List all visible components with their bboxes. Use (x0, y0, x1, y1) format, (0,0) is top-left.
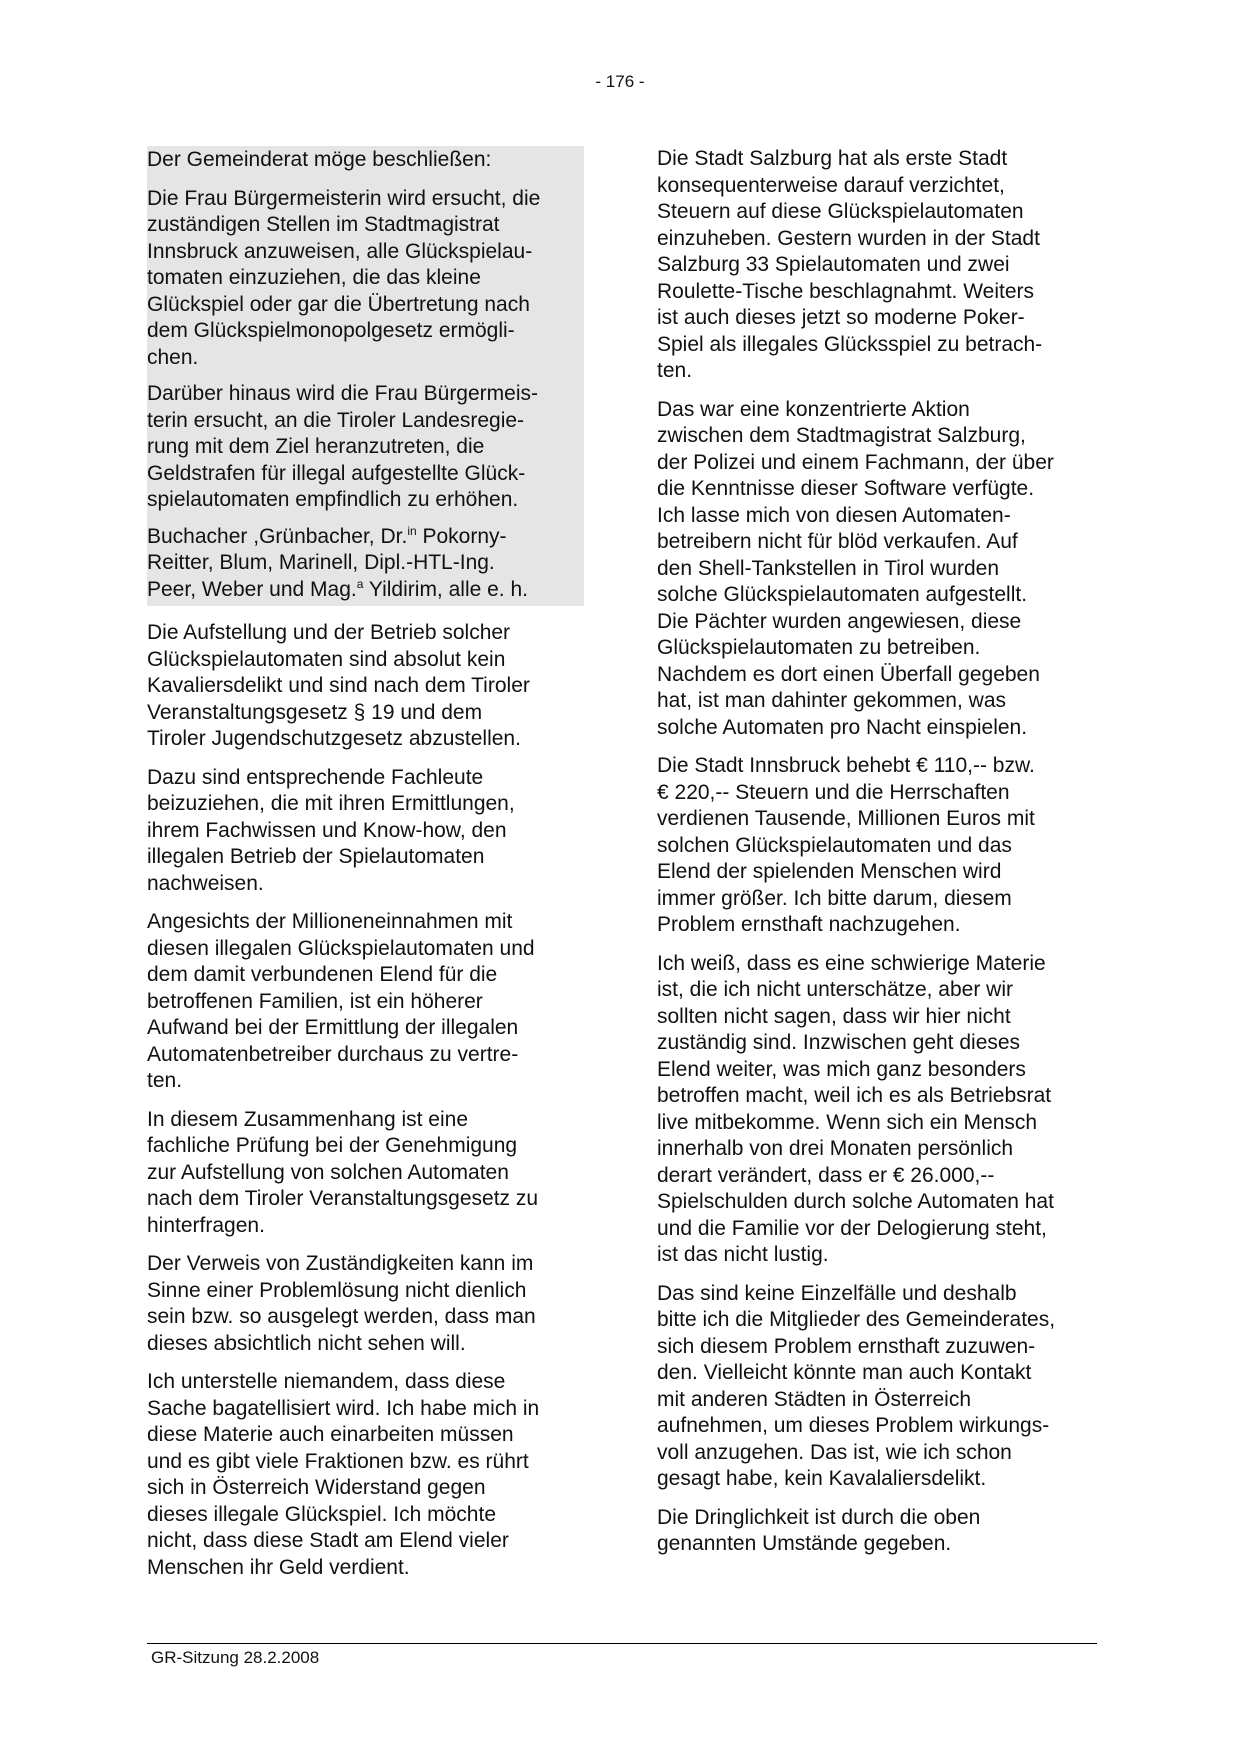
footer-divider (147, 1643, 1097, 1644)
right-paragraph-6: Die Dringlichkeit ist durch die oben genannten Umstände gegeben. (657, 1505, 981, 1555)
right-column (657, 146, 1097, 1570)
motion-box (147, 146, 584, 606)
right-paragraph-5: Das sind keine Einzelfälle und deshalb bitte ich die Mitglieder des Gemeinderates, sich diesem Problem ernsthaft zuzuwen- den. Vielleicht könnte man auch Kontakt mit anderen Städten in Österreich aufnehmen, um dieses Problem wirkungs- voll anzugehen. Das ist, wie ich schon gesagt habe, kein Kavalaliersdelikt. (657, 1281, 1056, 1490)
signers-sup-1: in (407, 523, 417, 538)
left-paragraph-1: Die Aufstellung und der Betrieb solcher Glückspielautomaten sind absolut kein Kavaliersdelikt und sind nach dem Tiroler Veranstaltungsgesetz § 19 und dem Tiroler Jugendschutzgesetz abzustellen. (147, 621, 530, 750)
motion-request-2: Darüber hinaus wird die Frau Bürgermeis- terin ersucht, an die Tiroler Landesregie- rung mit dem Ziel heranzutreten, die Geldstrafen für illegal aufgestellte Glück- spielautomaten empfindlich zu erhöhen. (147, 382, 538, 511)
right-paragraph-1: Die Stadt Salzburg hat als erste Stadt konsequenterweise darauf verzichtet, Steuern auf diese Glückspielautomaten einzuheben. Gestern wurden in der Stadt Salzburg 33 Spielautomaten und zwei Roulette-Tische beschlagnahmt. Weiters ist auch dieses jetzt so moderne Poker- Spiel als illegales Glücksspiel zu betrach- ten. (657, 147, 1043, 382)
left-paragraph-5: Der Verweis von Zuständigkeiten kann im Sinne einer Problemlösung nicht dienlich sein bzw. so ausgelegt werden, dass man dieses absichtlich nicht sehen will. (147, 1252, 536, 1355)
motion-request-1: Die Frau Bürgermeisterin wird ersucht, die zuständigen Stellen im Stadtmagistrat Innsbruck anzuweisen, alle Glückspielau- tomaten einzuziehen, die das kleine Glückspiel oder gar die Übertretung nach dem Glückspielmonopolgesetz ermögli- chen. (147, 186, 541, 369)
left-column (147, 146, 584, 1593)
right-paragraph-3: Die Stadt Innsbruck behebt € 110,-- bzw. € 220,-- Steuern und die Herrschaften verdienen Tausende, Millionen Euros mit solchen Glückspielautomaten und das Elend der spielenden Menschen wird immer größer. Ich bitte darum, diesem Problem ernsthaft nachzugehen. (657, 754, 1035, 936)
right-paragraph-4: Ich weiß, dass es eine schwierige Materie ist, die ich nicht unterschätze, aber wir sollten nicht sagen, dass wir hier nicht zuständig sind. Inzwischen geht dieses Elend weiter, was mich ganz besonders betroffen macht, weil ich es als Betriebsrat live mitbekomme. Wenn sich ein Mensch innerhalb von drei Monaten persönlich derart verändert, dass er € 26.000,-- Spielschulden durch solche Automaten hat und die Familie vor der Delogierung steht, ist das nicht lustig. (657, 951, 1054, 1266)
motion-intro: Der Gemeinderat möge beschließen: (147, 148, 492, 171)
signers-text-2: Pokorny- Reitter, Blum, Marinell, Dipl.-HTL-Ing. Peer, Weber und Mag. (147, 524, 507, 601)
page-number: - 176 - (595, 72, 645, 91)
right-paragraph-2: Das war eine konzentrierte Aktion zwischen dem Stadtmagistrat Salzburg, der Polizei und einem Fachmann, der über die Kenntnisse dieser Software verfügte. Ich lasse mich von diesen Automaten- betreibern nicht für blöd verkaufen. Auf den Shell-Tankstellen in Tirol wurden solche Glückspielautomaten aufgestellt. Die Pächter wurden angewiesen, diese Glückspielautomaten zu betreiben. Nachdem es dort einen Überfall gegeben hat, ist man dahinter gekommen, was solche Automaten pro Nacht einspielen. (657, 397, 1054, 739)
left-paragraph-3: Angesichts der Millioneneinnahmen mit diesen illegalen Glückspielautomaten und dem damit verbundenen Elend für die betroffenen Familien, ist ein höherer Aufwand bei der Ermittlung der illegalen Automatenbetreiber durchaus zu vertre- ten. (147, 910, 535, 1092)
motion-signers (147, 524, 584, 604)
footer-session-date: GR-Sitzung 28.2.2008 (151, 1648, 320, 1667)
signers-text-1: Buchacher ,Grünbacher, Dr. (147, 524, 408, 548)
signers-sup-2: a (356, 576, 364, 591)
signers-text-3: Yildirim, alle e. h. (363, 577, 528, 601)
left-paragraph-6: Ich unterstelle niemandem, dass diese Sache bagatellisiert wird. Ich habe mich in diese Materie auch einarbeiten müssen und es gibt viele Fraktionen bzw. es rührt sich in Österreich Widerstand gegen dieses illegale Glückspiel. Ich möchte nicht, dass diese Stadt am Elend vieler Menschen ihr Geld verdient. (147, 1370, 540, 1579)
left-paragraph-2: Dazu sind entsprechende Fachleute beizuziehen, die mit ihren Ermittlungen, ihrem Fachwissen und Know-how, den illegalen Betrieb der Spielautomaten nachweisen. (147, 765, 515, 895)
left-paragraph-4: In diesem Zusammenhang ist eine fachliche Prüfung bei der Genehmigung zur Aufstellung von solchen Automaten nach dem Tiroler Veranstaltungsgesetz zu hinterfragen. (147, 1107, 539, 1237)
